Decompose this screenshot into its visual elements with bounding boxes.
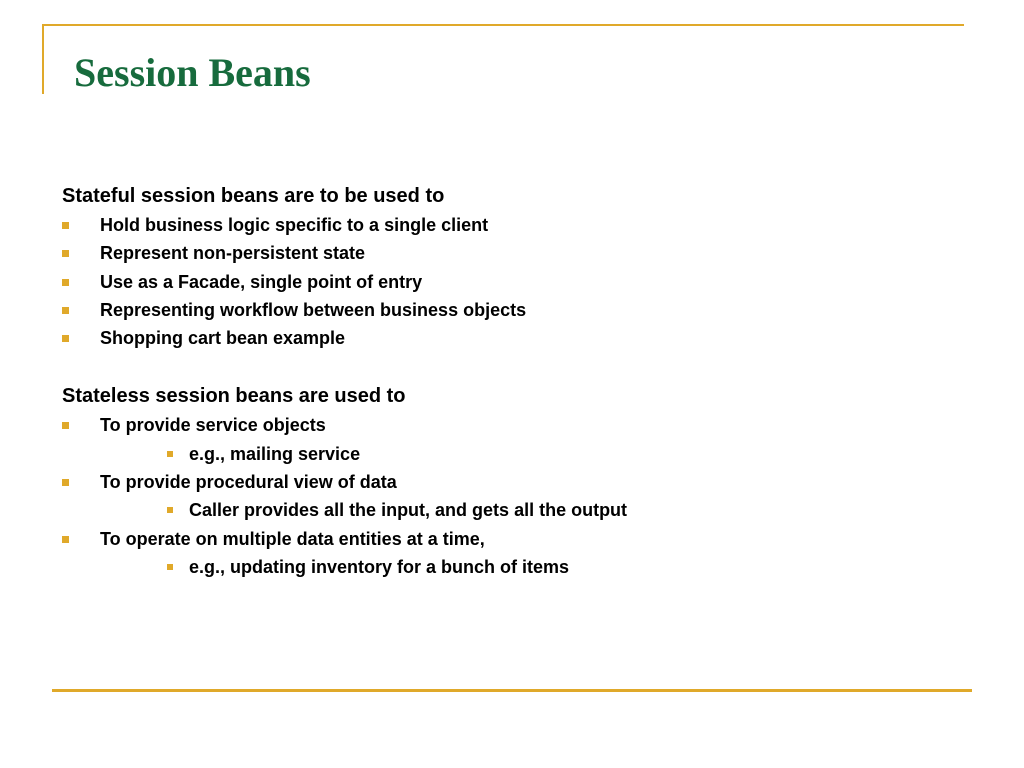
bullet-item (62, 239, 982, 267)
slide-title: Session Beans (74, 50, 311, 95)
frame-top-line (42, 24, 964, 26)
square-bullet-icon (62, 335, 69, 342)
square-bullet-icon (62, 479, 69, 486)
sub-bullet-item (62, 553, 982, 581)
square-bullet-icon (167, 507, 173, 513)
sub-bullet-text: Caller provides all the input, and gets all the output (189, 500, 628, 521)
section-heading-stateful: Stateful session beans are to be used to (62, 185, 445, 207)
bullet-item (62, 211, 982, 239)
square-bullet-icon (62, 279, 69, 286)
bullet-text: Representing workflow between business objects (100, 299, 527, 320)
square-bullet-icon (62, 422, 69, 429)
bullet-text: Hold business logic specific to a single client (100, 215, 489, 235)
slide-body (62, 181, 982, 581)
square-bullet-icon (62, 250, 69, 257)
square-bullet-icon (167, 451, 173, 457)
square-bullet-icon (62, 307, 69, 314)
bullet-item (62, 296, 982, 324)
bullet-item (62, 525, 982, 553)
bullet-item (62, 468, 982, 496)
bullet-text: Use as a Facade, single point of entry (100, 271, 423, 292)
square-bullet-icon (62, 222, 69, 229)
bullet-text: Shopping cart bean example (100, 328, 346, 349)
bullet-text: To operate on multiple data entities at a time, (100, 528, 485, 549)
sub-bullet-text: e.g., mailing service (189, 443, 361, 464)
bullet-item (62, 324, 982, 352)
sub-bullet-item (62, 440, 982, 468)
bullet-item (62, 268, 982, 296)
bullet-text: Represent non-persistent state (100, 243, 366, 264)
bullet-item (62, 411, 982, 439)
square-bullet-icon (62, 536, 69, 543)
frame-left-line (42, 24, 44, 94)
sub-bullet-item (62, 496, 982, 524)
bullet-text: To provide procedural view of data (100, 472, 397, 493)
frame-bottom-line (52, 689, 972, 692)
square-bullet-icon (167, 564, 173, 570)
section-heading-stateless: Stateless session beans are used to (62, 385, 406, 408)
sub-bullet-text: e.g., updating inventory for a bunch of items (189, 556, 570, 577)
bullet-text: To provide service objects (100, 415, 326, 436)
